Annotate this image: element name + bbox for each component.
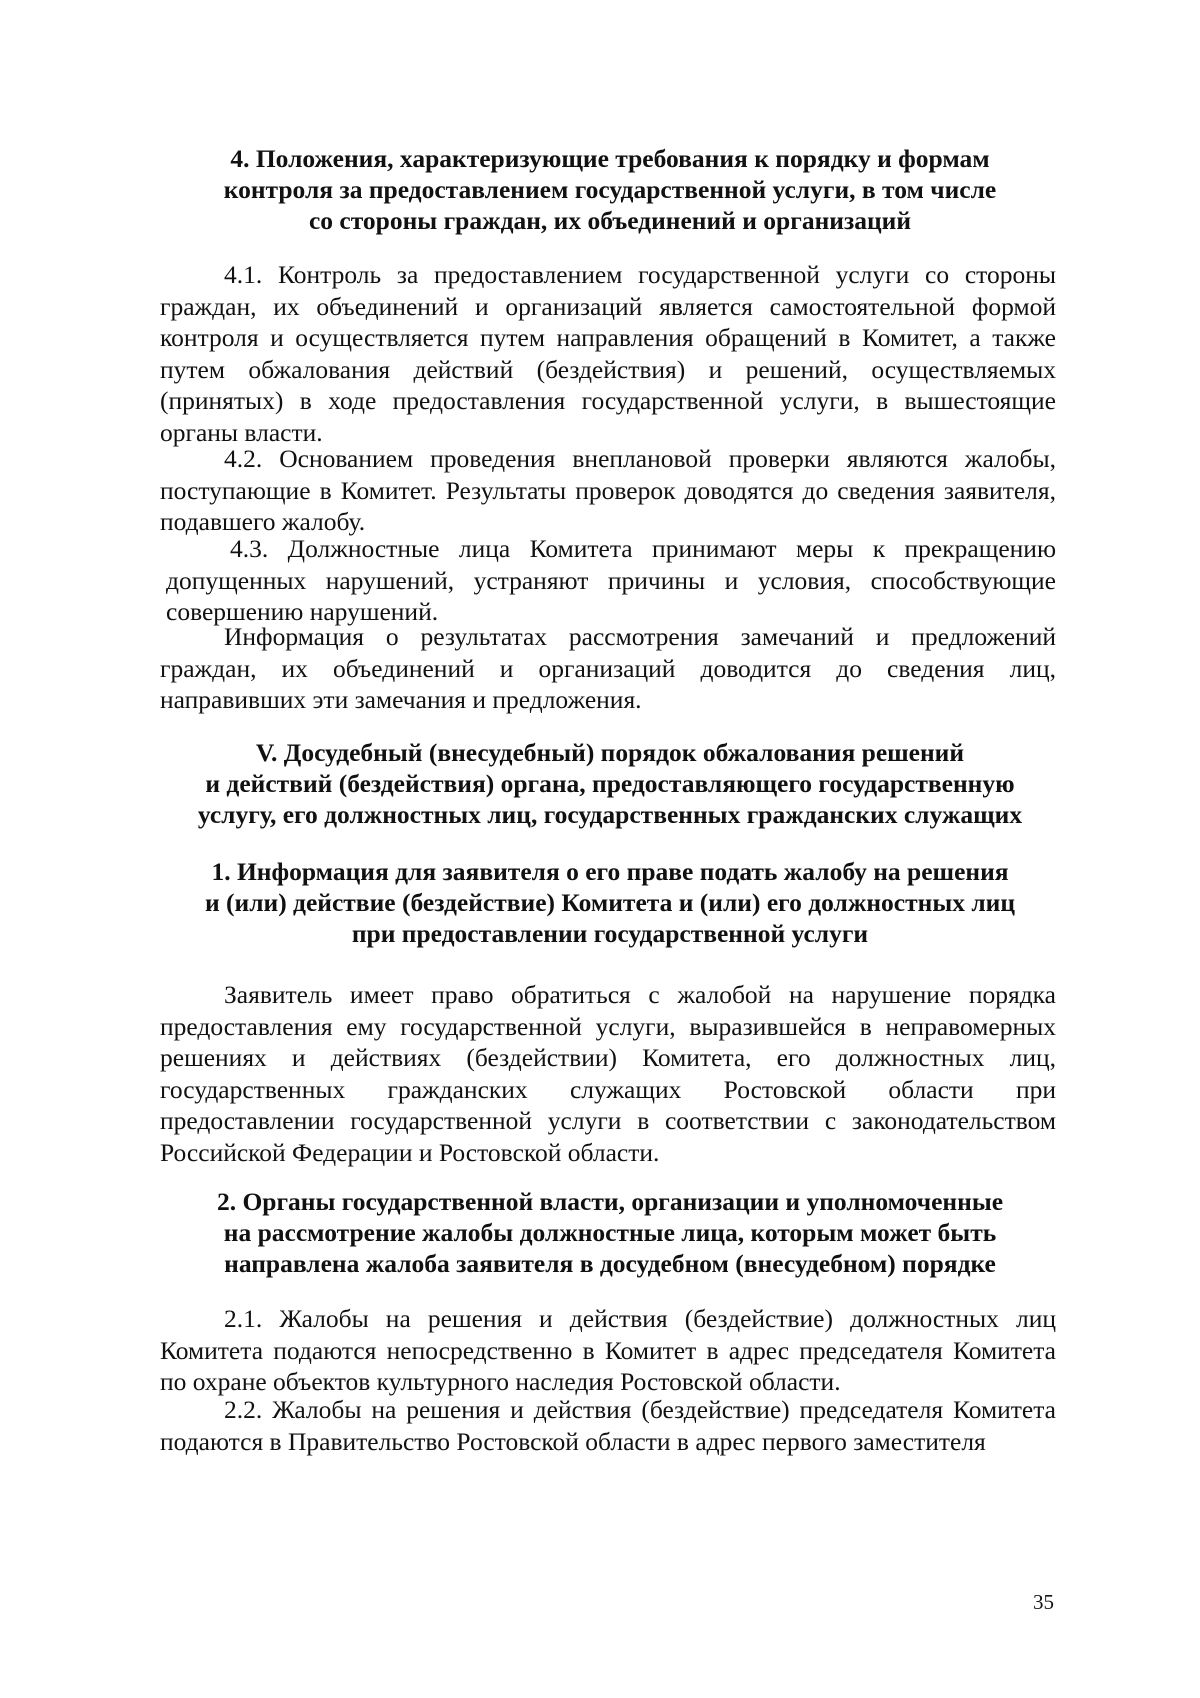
heading-line: 1. Информация для заявителя о его праве подать жалобу на решения — [211, 857, 1009, 886]
paragraph-applicant-right: Заявитель имеет право обратиться с жалобой на нарушение порядка предоставления ему государственной услуги, выразившейся в неправомерных решениях и действиях (бездействии) Комитета, его должностных лиц, государственных гражданских служащих Ростовской области при предоставлении государственной услуги в соответствии с законодательством Российской Федерации и Ростовской области. — [160, 980, 1056, 1167]
page-number: 35 — [1033, 1590, 1054, 1614]
paragraph-4-1: 4.1. Контроль за предоставлением государственной услуги со стороны граждан, их объединений и организаций является самостоятельной формой контроля и осуществляется путем направления обращений в Комитет, а также путем обжалования действий (бездействия) и решений, осуществляемых (принятых) в ходе предоставления государственной услуги, в вышестоящие органы власти. — [160, 260, 1056, 447]
heading-line: и (или) действие (бездействие) Комитета и (или) его должностных лиц — [204, 888, 1016, 917]
subsection-2-heading — [160, 1186, 1060, 1279]
heading-line: 2. Органы государственной власти, организации и уполномоченные — [216, 1187, 1004, 1216]
paragraph-4-2: 4.2. Основанием проведения внеплановой проверки являются жалобы, поступающие в Комитет. Результаты проверок доводятся до сведения заявителя, подавшего жалобу. — [160, 444, 1056, 536]
heading-line: на рассмотрение жалобы должностные лица, которым может быть — [223, 1218, 997, 1247]
heading-line: контроля за предоставлением государственной услуги, в том числе — [223, 175, 997, 204]
section-v-heading — [160, 737, 1060, 830]
heading-line: и действий (бездействия) органа, предоставляющего государственную — [205, 769, 1015, 798]
paragraph-2-1: 2.1. Жалобы на решения и действия (бездействие) должностных лиц Комитета подаются непосредственно в Комитет в адрес председателя Комитета по охране объектов культурного наследия Ростовской области. — [160, 1304, 1056, 1396]
section-4-heading — [160, 143, 1060, 236]
heading-line: 4. Положения, характеризующие требования к порядку и формам — [230, 144, 990, 173]
paragraph-info: Информация о результатах рассмотрения замечаний и предложений граждан, их объединений и организаций доводится до сведения лиц, направивших эти замечания и предложения. — [160, 622, 1056, 714]
heading-line: направлена жалоба заявителя в досудебном (внесудебном) порядке — [224, 1249, 996, 1278]
paragraph-4-3: 4.3. Должностные лица Комитета принимают меры к прекращению допущенных нарушений, устраняют причины и условия, способствующие совершению нарушений. — [166, 534, 1056, 626]
subsection-1-heading — [160, 856, 1060, 949]
heading-line: при предоставлении государственной услуги — [351, 919, 869, 948]
heading-line: V. Досудебный (внесудебный) порядок обжалования решений — [255, 738, 965, 767]
heading-line: услугу, его должностных лиц, государственных гражданских служащих — [197, 800, 1023, 829]
paragraph-2-2: 2.2. Жалобы на решения и действия (бездействие) председателя Комитета подаются в Правительство Ростовской области в адрес первого заместителя — [160, 1395, 1056, 1456]
heading-line: со стороны граждан, их объединений и организаций — [308, 206, 912, 235]
